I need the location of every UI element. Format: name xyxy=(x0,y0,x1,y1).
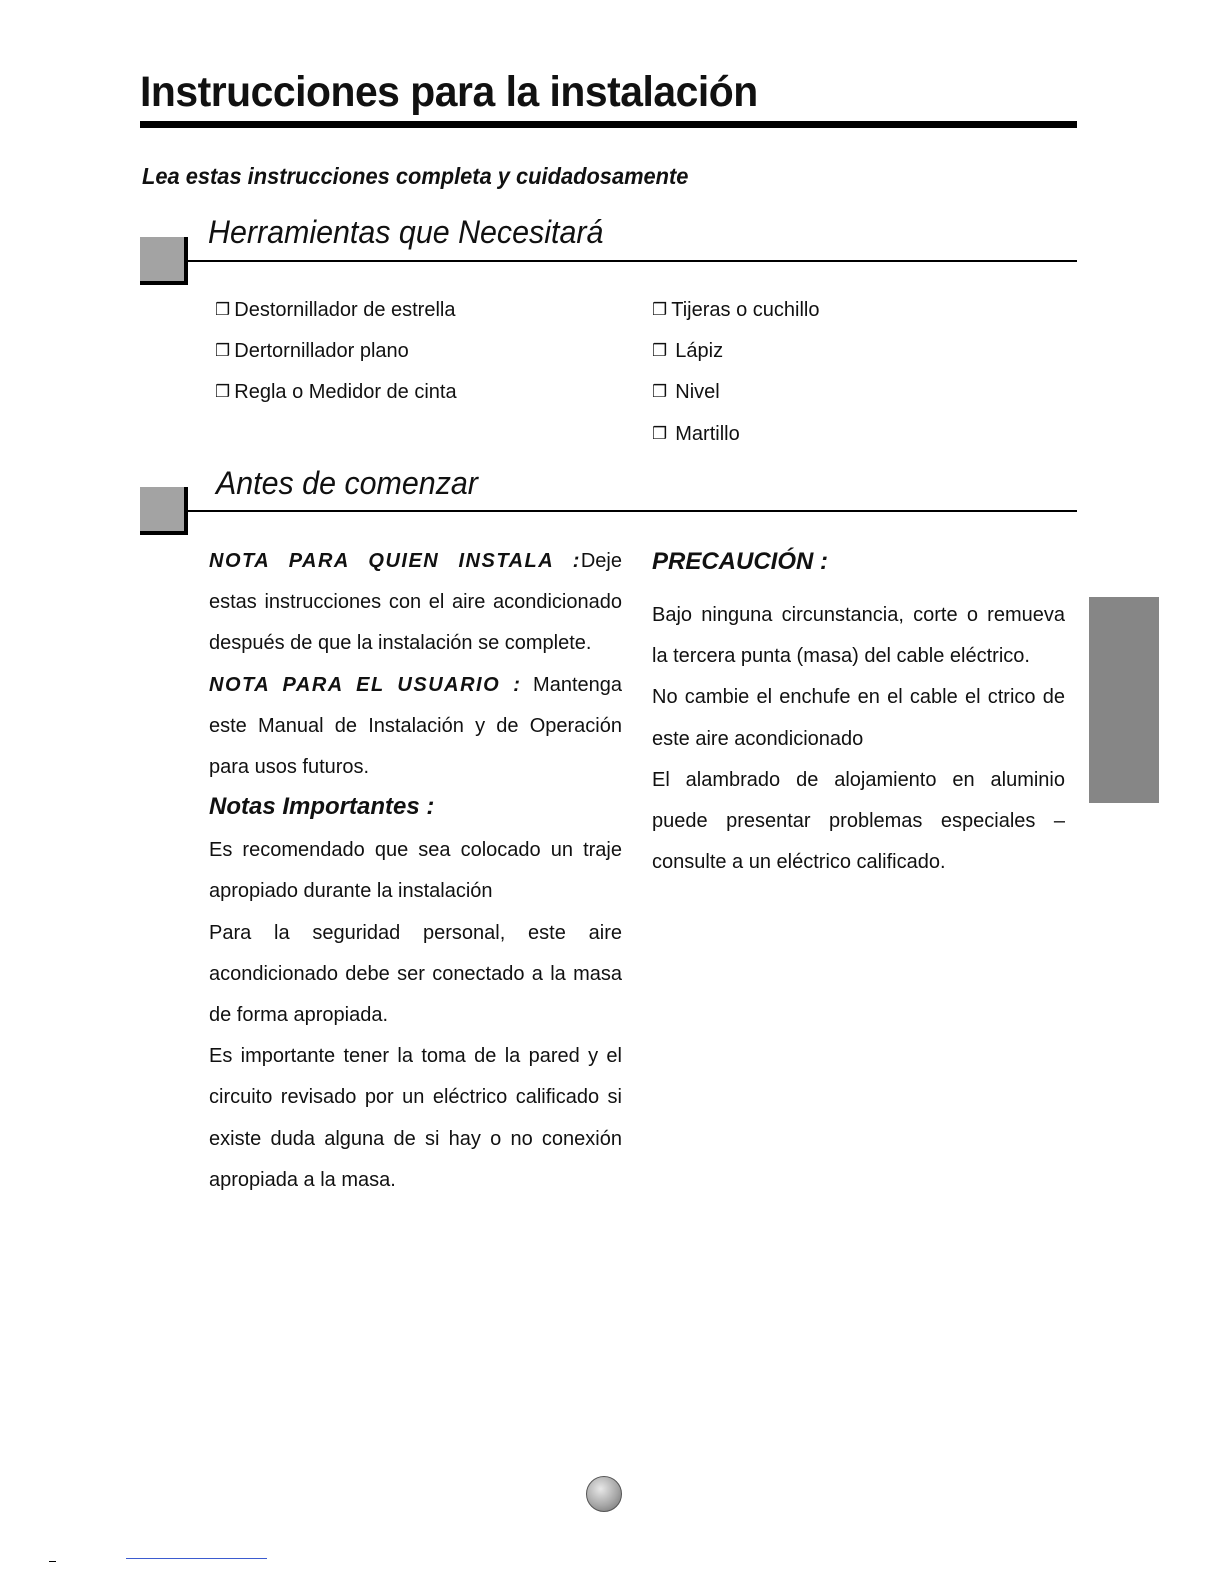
page-subtitle: Lea estas instrucciones completa y cuidadosamente xyxy=(142,163,689,189)
tool-item xyxy=(652,339,723,364)
important-paragraph: Es importante tener la toma de la pared y el circuito revisado por un eléctrico calificado si existe duda alguna de si hay o no conexión apropiada a la masa. xyxy=(209,1045,622,1191)
user-note-text: Mantenga este Manual de Instalación y de Operación para usos futuros. xyxy=(209,673,623,779)
notes-column xyxy=(209,541,622,1201)
page-number-dot xyxy=(586,1476,622,1512)
tool-item-label: Destornillador de estrella xyxy=(234,299,456,321)
tool-item xyxy=(652,380,720,405)
section-heading-tools: Herramientas que Necesitará xyxy=(208,214,604,250)
user-note xyxy=(209,665,622,789)
tool-item-label: Lápiz xyxy=(675,340,724,362)
checkbox-icon: ❒ xyxy=(215,382,231,401)
title-rule xyxy=(140,121,1077,128)
tool-item xyxy=(652,298,819,323)
footer-mark xyxy=(49,1561,56,1562)
section-rule-tools xyxy=(186,260,1077,262)
tool-item xyxy=(215,298,455,323)
tool-item xyxy=(215,380,457,405)
caution-paragraph: Bajo ninguna circunstancia, corte o remueva la tercera punta (masa) del cable eléctrico. xyxy=(652,604,1065,668)
tool-item-label: Nivel xyxy=(675,381,720,403)
important-notes-heading: Notas Importantes : xyxy=(209,793,435,821)
caution-column xyxy=(652,547,1065,883)
caution-paragraph: No cambie el enchufe en el cable el ctrico de este aire acondicionado xyxy=(652,686,1065,750)
important-paragraph: Es recomendado que sea colocado un traje apropiado durante la instalación xyxy=(209,839,622,903)
section-marker-before xyxy=(140,487,188,535)
page-title: Instrucciones para la instalación xyxy=(140,68,758,116)
section-marker-tools xyxy=(140,237,188,285)
installer-note xyxy=(209,541,622,665)
important-paragraph: Para la seguridad personal, este aire acondicionado debe ser conectado a la masa de forma apropiada. xyxy=(209,921,622,1027)
tool-item-label: Dertornillador plano xyxy=(234,340,409,362)
user-note-label: NOTA PARA EL USUARIO : xyxy=(209,673,522,696)
section-heading-before: Antes de comenzar xyxy=(216,465,478,501)
checkbox-icon: ❒ xyxy=(652,341,668,360)
installer-note-label: NOTA PARA QUIEN INSTALA : xyxy=(209,550,581,572)
caution-heading: PRECAUCIÓN : xyxy=(652,548,829,575)
checkbox-icon: ❒ xyxy=(652,382,668,401)
tool-item-label: Martillo xyxy=(675,423,740,445)
caution-paragraph: El alambrado de alojamiento en aluminio puede presentar problemas especiales – consulte a un eléctrico calificado. xyxy=(652,768,1065,874)
tool-item xyxy=(652,422,740,447)
checkbox-icon: ❒ xyxy=(652,424,668,443)
footer-link-line xyxy=(126,1558,267,1559)
checkbox-icon: ❒ xyxy=(215,300,231,319)
section-rule-before xyxy=(186,510,1077,512)
checkbox-icon: ❒ xyxy=(215,341,231,360)
tool-item-label: Tijeras o cuchillo xyxy=(671,299,820,321)
installer-note-text: Deje estas instrucciones con el aire acondicionado después de que la instalación se complete. xyxy=(209,550,622,655)
tool-item xyxy=(215,339,409,364)
tool-item-label: Regla o Medidor de cinta xyxy=(234,381,457,403)
side-tab xyxy=(1089,597,1159,803)
checkbox-icon: ❒ xyxy=(652,300,668,319)
